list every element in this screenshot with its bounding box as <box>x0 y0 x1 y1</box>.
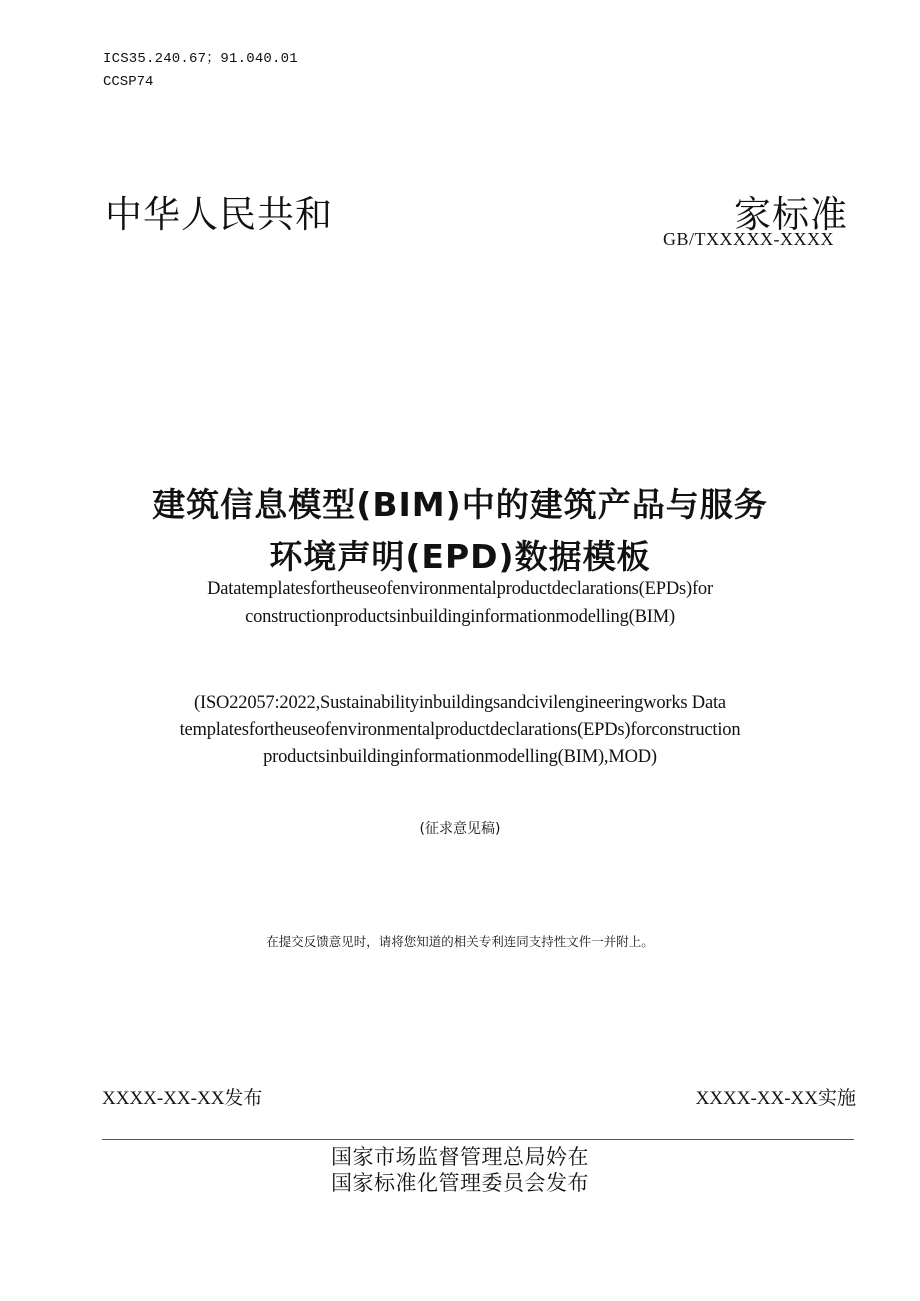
iso-reference-line3: productsinbuildinginformationmodelling(BIM),MOD) <box>263 747 657 767</box>
iso-reference-line2: templatesfortheuseofenvironmentalproductdeclarations(EPDs)forconstruction <box>179 720 741 740</box>
title-zh-line1: 建筑信息模型(BIM)中的建筑产品与服务 <box>152 485 768 524</box>
standard-code: GB/TXXXXX-XXXX <box>663 229 834 249</box>
standard-name-left: 中华人民共和 <box>105 193 333 236</box>
issuer-line2: 国家标准化管理委员会发布 <box>331 1171 589 1195</box>
title-en-line2: constructionproductsinbuildinginformationmodelling(BIM) <box>245 607 675 627</box>
divider-line <box>102 1139 854 1140</box>
draft-label: (征求意见稿) <box>419 821 501 837</box>
ics-code: ICS35.240.67；91.040.01 <box>103 51 298 67</box>
issuer-line1: 国家市场监督管理总局妗在 <box>331 1145 589 1169</box>
title-en-line1: Datatemplatesfortheuseofenvironmentalproductdeclarations(EPDs)for <box>207 579 713 599</box>
implement-date: XXXX-XX-XX实施 <box>695 1088 856 1109</box>
patent-notice: 在提交反馈意见时，请将您知道的相关专利连同支持性文件一并附上。 <box>266 934 654 949</box>
title-zh-line2: 环境声明(EPD)数据模板 <box>269 537 651 576</box>
standard-name-right: 家标准 <box>734 193 848 236</box>
publish-date: XXXX-XX-XX发布 <box>102 1088 263 1109</box>
ccs-code: CCSP74 <box>103 74 154 90</box>
iso-reference-line1: (ISO22057:2022,Sustainabilityinbuildingsandcivilengineeringworks Data <box>194 693 726 713</box>
